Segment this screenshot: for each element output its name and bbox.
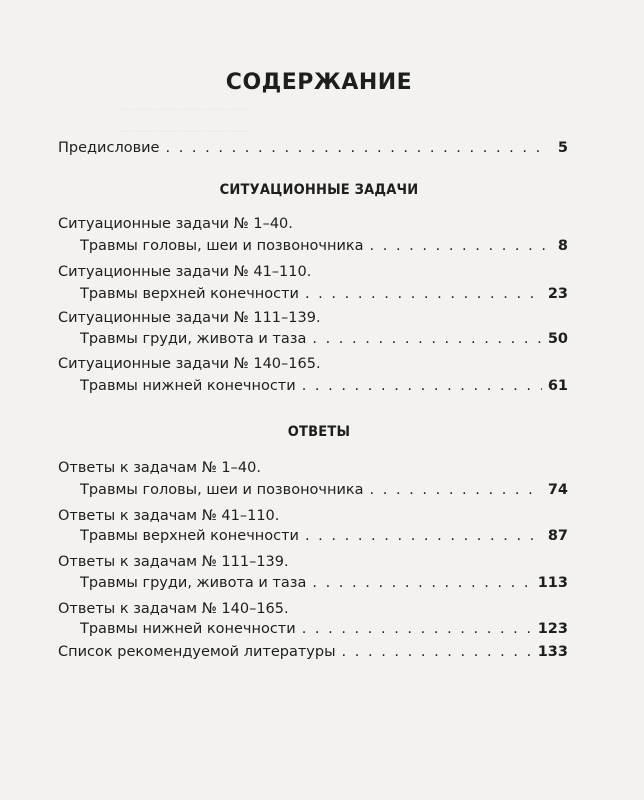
toc-group-heading: Ситуационные задачи № 1–40.	[58, 216, 293, 232]
toc-entry-label: Травмы нижней конечности	[80, 621, 296, 637]
toc-entry-task-4[interactable]	[80, 378, 568, 398]
toc-page-number: 23	[547, 286, 568, 302]
toc-entry-label: Травмы нижней конечности	[80, 378, 296, 394]
toc-entry-answer-3[interactable]	[80, 575, 568, 595]
leader-dots	[305, 286, 542, 302]
toc-entry-bibliography[interactable]	[58, 644, 568, 664]
toc-entry-task-3[interactable]	[80, 331, 568, 351]
toc-entry-label: Предисловие	[58, 140, 160, 156]
toc-page-number: 113	[537, 575, 568, 591]
section-heading-situational: СИТУАЦИОННЫЕ ЗАДАЧИ	[219, 182, 419, 198]
toc-entry-preface[interactable]	[58, 140, 568, 160]
toc-group-heading: Ответы к задачам № 1–40.	[58, 460, 261, 476]
toc-entry-task-2[interactable]	[80, 286, 568, 306]
toc-group-heading: Ответы к задачам № 111–139.	[58, 554, 289, 570]
leader-dots	[302, 621, 532, 637]
toc-entry-label: Травмы груди, живота и таза	[80, 331, 307, 347]
toc-page-number: 8	[557, 238, 568, 254]
toc-entry-label: Травмы груди, живота и таза	[80, 575, 307, 591]
leader-dots	[312, 331, 541, 347]
toc-entry-label: Травмы верхней конечности	[80, 528, 299, 544]
toc-page-number: 87	[547, 528, 568, 544]
leader-dots	[370, 238, 550, 254]
show-through-text: ............................................ ............................................	[120, 99, 252, 135]
toc-page-number: 50	[547, 331, 568, 347]
toc-entry-answer-1[interactable]	[80, 482, 568, 502]
toc-page-number: 5	[557, 140, 568, 156]
leader-dots	[370, 482, 542, 498]
toc-group-heading: Ситуационные задачи № 140–165.	[58, 356, 321, 372]
section-heading-answers: ОТВЕТЫ	[287, 424, 351, 440]
toc-entry-answer-2[interactable]	[80, 528, 568, 548]
toc-entry-label: Травмы головы, шеи и позвоночника	[80, 238, 364, 254]
toc-page-number: 123	[537, 621, 568, 637]
leader-dots	[312, 575, 531, 591]
table-of-contents-page	[58, 0, 580, 800]
toc-entry-label: Список рекомендуемой литературы	[58, 644, 336, 660]
toc-entry-label: Травмы верхней конечности	[80, 286, 299, 302]
toc-entry-task-1[interactable]	[80, 238, 568, 258]
toc-page-number: 133	[537, 644, 568, 660]
toc-group-heading: Ситуационные задачи № 41–110.	[58, 264, 312, 280]
toc-page-number: 61	[547, 378, 568, 394]
toc-page-number: 74	[547, 482, 568, 498]
toc-group-heading: Ситуационные задачи № 111–139.	[58, 310, 321, 326]
toc-group-heading: Ответы к задачам № 140–165.	[58, 601, 289, 617]
leader-dots	[302, 378, 542, 394]
leader-dots	[342, 644, 532, 660]
toc-group-heading: Ответы к задачам № 41–110.	[58, 508, 280, 524]
leader-dots	[305, 528, 542, 544]
leader-dots	[165, 140, 550, 156]
page-title: СОДЕРЖАНИЕ	[225, 70, 413, 95]
toc-entry-label: Травмы головы, шеи и позвоночника	[80, 482, 364, 498]
toc-entry-answer-4[interactable]	[80, 621, 568, 641]
